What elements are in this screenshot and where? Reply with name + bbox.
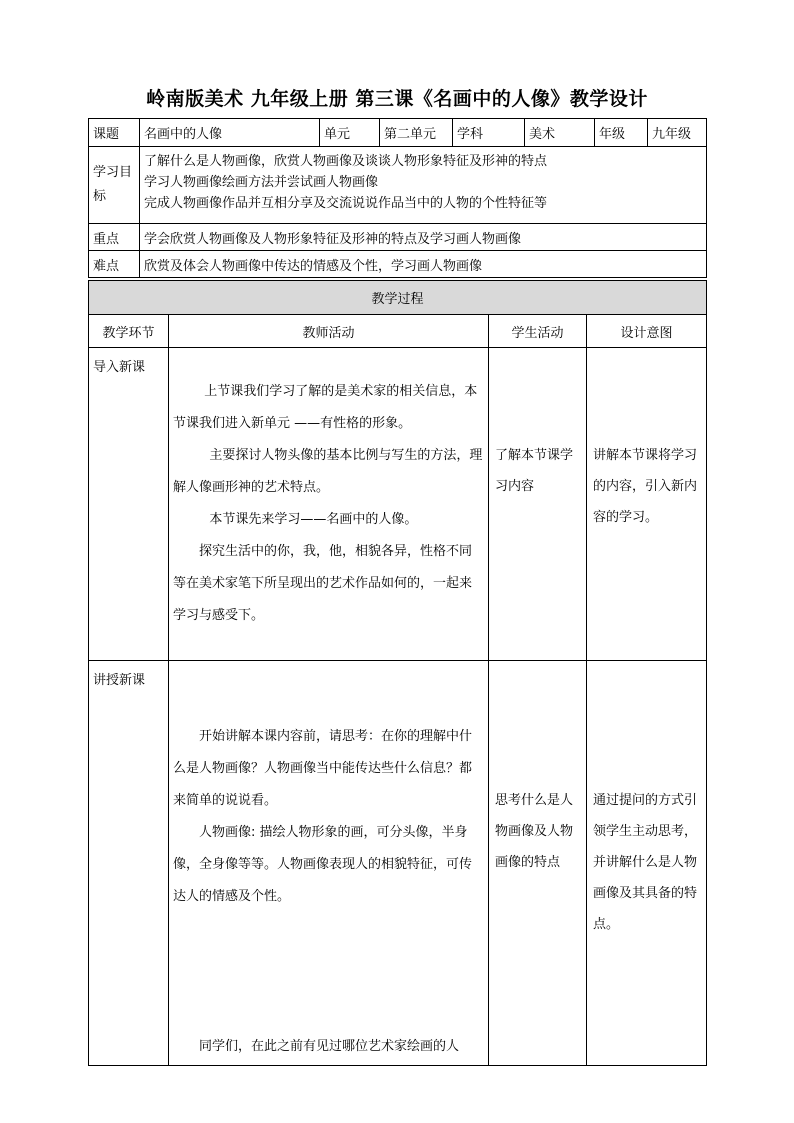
teacher-activity-intro bbox=[169, 348, 489, 661]
header-stage: 教学环节 bbox=[89, 315, 169, 348]
process-banner: 教学过程 bbox=[89, 281, 707, 315]
objectives-list bbox=[140, 147, 707, 224]
teacher-paragraph: 开始讲解本课内容前，请思考：在你的理解中什么是人物画像？人物画像当中能传达些什么信息？都来简单的说说看。 bbox=[173, 729, 473, 808]
teacher-paragraph: 本节课先来学习——名画中的人像。 bbox=[209, 512, 418, 527]
student-activity-intro: 了解本节课学习内容 bbox=[489, 348, 587, 661]
subject-value: 美术 bbox=[525, 119, 595, 147]
unit-label: 单元 bbox=[320, 119, 380, 147]
teaching-process-table bbox=[88, 280, 707, 1066]
grade-value: 九年级 bbox=[648, 119, 707, 147]
grade-label: 年级 bbox=[595, 119, 648, 147]
topic-value: 名画中的人像 bbox=[140, 119, 320, 147]
teacher-paragraph: 人物画像: 描绘人物形象的画，可分头像，半身像，全身像等等。人物画像表现人的相貌特征，可传达人的情感及个性。 bbox=[173, 825, 473, 904]
page-title: 岭南版美术 九年级上册 第三课《名画中的人像》教学设计 bbox=[146, 88, 648, 110]
teacher-paragraph: 探究生活中的你，我，他，相貌各异，性格不同等在美术家笔下所呈现出的艺术作品如何的，一起来学习与感受下。 bbox=[173, 544, 473, 623]
teacher-paragraph: 上节课我们学习了解的是美术家的相关信息，本节课我们进入新单元 ——有性格的形象。 bbox=[173, 384, 478, 431]
stage-intro: 导入新课 bbox=[89, 348, 169, 661]
header-intent: 设计意图 bbox=[587, 315, 707, 348]
difficulty-value: 欣赏及体会人物画像中传达的情感及个性，学习画人物画像 bbox=[140, 251, 707, 278]
header-teacher: 教师活动 bbox=[169, 315, 489, 348]
teacher-paragraph: 同学们，在此之前有见过哪位艺术家绘画的人 bbox=[199, 1039, 460, 1054]
design-intent-intro: 讲解本节课将学习的内容，引入新内容的学习。 bbox=[587, 348, 707, 661]
objective-item: 学习人物画像绘画方法并尝试画人物画像 bbox=[144, 175, 379, 190]
design-intent-new-lesson: 通过提问的方式引领学生主动思考，并讲解什么是人物画像及其具备的特点。 bbox=[587, 661, 707, 1066]
objective-item: 完成人物画像作品并互相分享及交流说说作品当中的人物的个性特征等 bbox=[144, 196, 548, 211]
key-point-label: 重点 bbox=[89, 224, 140, 251]
header-student: 学生活动 bbox=[489, 315, 587, 348]
student-activity-new-lesson: 思考什么是人物画像及人物画像的特点 bbox=[489, 661, 587, 1066]
teacher-activity-new-lesson bbox=[169, 661, 489, 1066]
subject-label: 学科 bbox=[453, 119, 525, 147]
teacher-paragraph: 主要探讨人物头像的基本比例与写生的方法，理解人像画形神的艺术特点。 bbox=[173, 448, 483, 495]
stage-new-lesson: 讲授新课 bbox=[89, 661, 169, 1066]
unit-value: 第二单元 bbox=[380, 119, 453, 147]
key-point-value: 学会欣赏人物画像及人物形象特征及形神的特点及学习画人物画像 bbox=[140, 224, 707, 251]
lesson-info-table bbox=[88, 118, 707, 278]
difficulty-label: 难点 bbox=[89, 251, 140, 278]
objective-item: 了解什么是人物画像，欣赏人物画像及谈谈人物形象特征及形神的特点 bbox=[144, 154, 548, 169]
topic-label: 课题 bbox=[89, 119, 140, 147]
objectives-label: 学习目标 bbox=[89, 147, 140, 224]
